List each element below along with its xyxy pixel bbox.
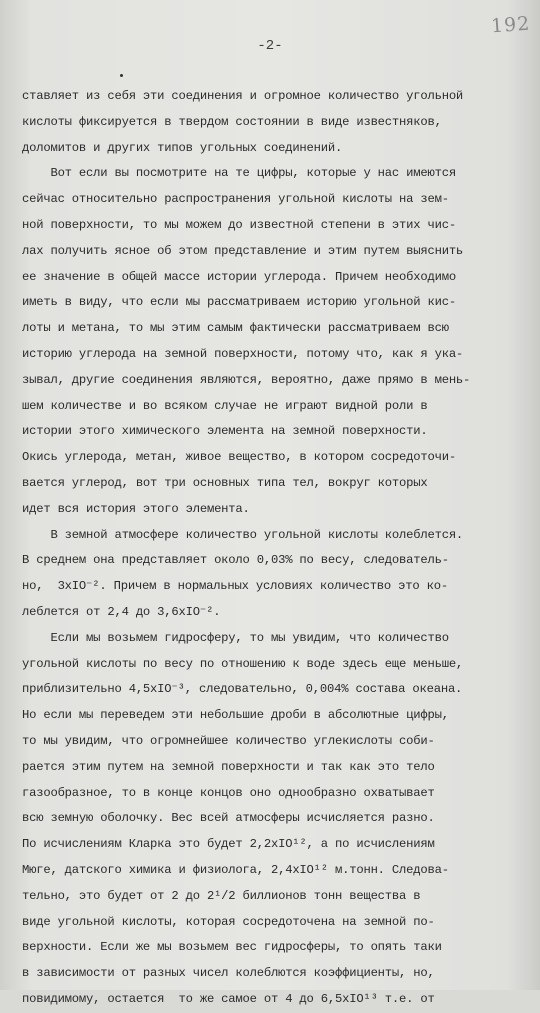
text-line: историю углерода на земной поверхности, потому что, как я ука- bbox=[22, 346, 464, 361]
text-line: Если мы возьмем гидросферу, то мы увидим, что количество bbox=[22, 630, 449, 645]
text-line: верхности. Если же мы возьмем вес гидросферы, то опять таки bbox=[22, 940, 442, 955]
text-line: ее значение в общей массе истории углерода. Причем необходимо bbox=[22, 269, 456, 284]
page-number: -2- bbox=[257, 38, 283, 54]
text-line: леблется от 2,4 до 3,6xIO⁻². bbox=[22, 604, 221, 619]
text-line: повидимому, остается то же самое от 4 до 6,5xIO¹³ т.е. от bbox=[22, 991, 435, 1006]
text-line: Но если мы переведем эти небольшие дроби в абсолютные цифры, bbox=[22, 708, 449, 723]
text-line: всю земную оболочку. Вес всей атмосферы исчисляется разно. bbox=[22, 811, 435, 826]
text-line: По исчислениям Кларка это будет 2,2xIO¹², а по исчислениям bbox=[22, 837, 435, 852]
archive-number: 192 bbox=[490, 12, 531, 38]
text-line: ставляет из себя эти соединения и огромное количество угольной bbox=[22, 89, 464, 103]
text-line: приблизительно 4,5xIO⁻³, следовательно, 0,004% состава океана. bbox=[22, 682, 463, 697]
text-line: сейчас относительно распространения угольной кислоты на зем- bbox=[22, 192, 449, 207]
text-line: газообразное, то в конце концов оно однообразно охватывает bbox=[22, 785, 435, 800]
text-line: иметь в виду, что если мы рассматриваем историю угольной кис- bbox=[22, 295, 456, 310]
text-line: угольной кислоты по весу по отношению к воде здесь еще меньше, bbox=[22, 656, 464, 671]
text-line: ной поверхности, то мы можем до известной степени в этих чис- bbox=[22, 217, 456, 232]
text-line: Вот если вы посмотрите на те цифры, которые у нас имеются bbox=[22, 166, 456, 181]
text-line: но, 3xIO⁻². Причем в нормальных условиях количество это ко- bbox=[22, 579, 448, 594]
text-line: виде угольной кислоты, которая сосредоточена на земной по- bbox=[22, 914, 435, 929]
text-line: Мюге, датского химика и физиолога, 2,4xIO¹² м.тонн. Следова- bbox=[22, 862, 449, 877]
typed-text-body bbox=[22, 84, 527, 1013]
text-line: идет вся история этого элемента. bbox=[22, 501, 250, 516]
text-line: то мы увидим, что огромнейшее количество углекислоты соби- bbox=[22, 733, 435, 748]
text-line: В среднем она представляет около 0,03% по весу, следователь- bbox=[22, 553, 449, 568]
text-line: тельно, это будет от 2 до 2¹/2 биллионов тонн вещества в bbox=[22, 888, 421, 903]
text-line: вается углерод, вот три основных типа тел, вокруг которых bbox=[22, 475, 428, 490]
text-line: лах получить ясное об этом представление и этим путем выяснить bbox=[22, 243, 464, 258]
text-line: в зависимости от разных чисел колеблются коэффициенты, но, bbox=[22, 966, 435, 981]
text-line: кислоты фиксируется в твердом состоянии в виде известняков, bbox=[22, 114, 442, 129]
ink-dot bbox=[120, 74, 123, 77]
text-line: шем количестве и во всяком случае не играют видной роли в bbox=[22, 398, 428, 413]
text-line: зывал, другие соединения являются, вероятно, даже прямо в мень- bbox=[22, 372, 471, 387]
text-line: истории этого химического элемента на земной поверхности. bbox=[22, 424, 428, 439]
text-line: доломитов и других типов угольных соединений. bbox=[22, 140, 343, 155]
text-line: рается этим путем на земной поверхности и так как это тело bbox=[22, 759, 435, 774]
text-line: Окись углерода, метан, живое вещество, в котором сосредоточи- bbox=[22, 450, 456, 465]
text-line: В земной атмосфере количество угольной кислоты колеблется. bbox=[22, 527, 464, 542]
text-line: лоты и метана, то мы этим самым фактически рассматриваем всю bbox=[22, 321, 449, 336]
